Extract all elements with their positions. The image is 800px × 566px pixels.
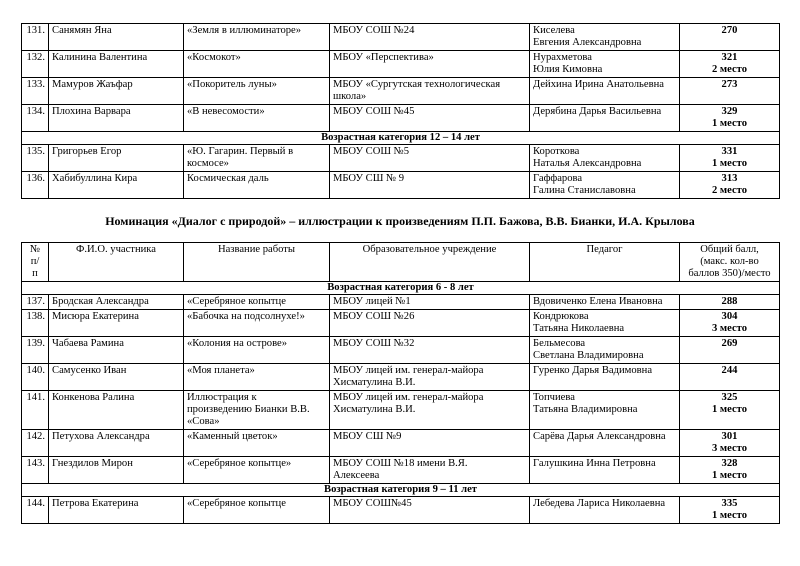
cell-line: 3 место bbox=[711, 323, 748, 334]
work-title bbox=[184, 497, 330, 524]
cell-line: Иллюстрация к bbox=[187, 392, 257, 403]
row-number: 137. bbox=[22, 295, 49, 310]
cell-line: 304 bbox=[721, 311, 738, 322]
cell-line: 1 место bbox=[711, 158, 748, 169]
score-place bbox=[680, 24, 780, 51]
cell-line: Лебедева Лариса Николаевна bbox=[533, 498, 666, 509]
table-row bbox=[22, 51, 780, 78]
work-title bbox=[184, 51, 330, 78]
cell-line: 270 bbox=[721, 25, 738, 36]
cell-line: Дерябина Дарья Васильевна bbox=[533, 106, 662, 117]
score-place bbox=[680, 105, 780, 132]
school-name bbox=[330, 105, 530, 132]
work-title bbox=[184, 295, 330, 310]
table-row bbox=[22, 391, 780, 430]
work-title bbox=[184, 457, 330, 484]
school-name bbox=[330, 337, 530, 364]
cell-line: Хисматулина В.И. bbox=[333, 404, 416, 415]
table-row bbox=[22, 172, 780, 199]
participant-name: Хабибуллина Кира bbox=[49, 172, 184, 199]
cell-line: Галина Станиславовна bbox=[533, 185, 636, 196]
score-place bbox=[680, 310, 780, 337]
cell-line: «Земля в иллюминаторе» bbox=[187, 25, 302, 36]
row-number: 136. bbox=[22, 172, 49, 199]
cell-line: Гуренко Дарья Вадимовна bbox=[533, 365, 653, 376]
cell-line: Хисматулина В.И. bbox=[333, 377, 416, 388]
school-name bbox=[330, 145, 530, 172]
cell-line: 325 bbox=[721, 392, 738, 403]
teacher-name bbox=[530, 78, 680, 105]
row-number: 142. bbox=[22, 430, 49, 457]
cell-line: МБОУ СОШ №45 bbox=[333, 106, 415, 117]
cell-line: Юлия Кимовна bbox=[533, 64, 603, 75]
cell-line: Гаффарова bbox=[533, 173, 583, 184]
cell-line: «Моя планета» bbox=[187, 365, 255, 376]
cell-line: 321 bbox=[721, 52, 738, 63]
cell-line: 328 bbox=[721, 458, 738, 469]
work-title bbox=[184, 337, 330, 364]
table1-rows-a bbox=[22, 24, 780, 132]
cell-line: Галушкина Инна Петровна bbox=[533, 458, 656, 469]
teacher-name bbox=[530, 337, 680, 364]
cell-line: п/ bbox=[30, 256, 40, 267]
header-teacher: Педагог bbox=[530, 243, 680, 282]
cell-line: «Ю. Гагарин. Первый в bbox=[187, 146, 294, 157]
teacher-name bbox=[530, 310, 680, 337]
cell-line: МБОУ СШ № 9 bbox=[333, 173, 405, 184]
school-name bbox=[330, 391, 530, 430]
cell-line: Вдовиченко Елена Ивановна bbox=[533, 296, 663, 307]
participant-name: Самусенко Иван bbox=[49, 364, 184, 391]
cell-line: «Бабочка на подсолнухе!» bbox=[187, 311, 305, 322]
results-table-continued bbox=[21, 23, 780, 199]
cell-line: МБОУ СОШ №24 bbox=[333, 25, 415, 36]
cell-line: 313 bbox=[721, 173, 738, 184]
results-table-nomination bbox=[21, 242, 780, 524]
cell-line: 331 bbox=[721, 146, 738, 157]
teacher-name bbox=[530, 24, 680, 51]
nomination-title: Номинация «Диалог с природой» – иллюстрации к произведениям П.П. Бажова, В.В. Бианки, И.А. Крылова bbox=[105, 214, 695, 228]
table-row bbox=[22, 337, 780, 364]
table-row bbox=[22, 145, 780, 172]
teacher-name bbox=[530, 145, 680, 172]
work-title bbox=[184, 78, 330, 105]
table-row bbox=[22, 105, 780, 132]
cell-line: «Серебряное копытце bbox=[187, 296, 286, 307]
score-place bbox=[680, 457, 780, 484]
table2-rows-b bbox=[22, 497, 780, 524]
header-num bbox=[22, 243, 49, 282]
header-work: Название работы bbox=[184, 243, 330, 282]
cell-line: 273 bbox=[721, 79, 738, 90]
work-title bbox=[184, 145, 330, 172]
teacher-name bbox=[530, 391, 680, 430]
cell-line: «В невесомости» bbox=[187, 106, 265, 117]
cell-line: Татьяна Владимировна bbox=[533, 404, 638, 415]
row-number: 143. bbox=[22, 457, 49, 484]
cell-line: МБОУ СШ №9 bbox=[333, 431, 402, 442]
category-row bbox=[22, 132, 780, 145]
school-name bbox=[330, 457, 530, 484]
cell-line: Татьяна Николаевна bbox=[533, 323, 625, 334]
cell-line: 288 bbox=[721, 296, 738, 307]
category-label-6-8: Возрастная категория 6 - 8 лет bbox=[22, 282, 780, 295]
cell-line: «Сова» bbox=[187, 416, 220, 427]
cell-line: 301 bbox=[721, 431, 738, 442]
row-number: 139. bbox=[22, 337, 49, 364]
teacher-name bbox=[530, 430, 680, 457]
table1-rows-b bbox=[22, 145, 780, 199]
score-place bbox=[680, 364, 780, 391]
cell-line: МБОУ «Перспектива» bbox=[333, 52, 434, 63]
cell-line: п bbox=[32, 268, 38, 279]
cell-line: Космическая даль bbox=[187, 173, 269, 184]
cell-line: школа» bbox=[333, 91, 367, 102]
work-title bbox=[184, 105, 330, 132]
cell-line: «Космокот» bbox=[187, 52, 241, 63]
cell-line: 2 место bbox=[711, 64, 748, 75]
score-place bbox=[680, 337, 780, 364]
score-place bbox=[680, 391, 780, 430]
school-name bbox=[330, 51, 530, 78]
cell-line: Топчиева bbox=[533, 392, 575, 403]
cell-line: Бельмесова bbox=[533, 338, 586, 349]
row-number: 134. bbox=[22, 105, 49, 132]
participant-name: Санямян Яна bbox=[49, 24, 184, 51]
cell-line: Общий балл, bbox=[700, 244, 759, 255]
cell-line: Алексеева bbox=[333, 470, 380, 481]
school-name bbox=[330, 172, 530, 199]
category-row bbox=[22, 484, 780, 497]
table-row bbox=[22, 457, 780, 484]
category-label-12-14: Возрастная категория 12 – 14 лет bbox=[22, 132, 780, 145]
document-page bbox=[21, 23, 779, 524]
work-title bbox=[184, 24, 330, 51]
teacher-name bbox=[530, 457, 680, 484]
cell-line: Короткова bbox=[533, 146, 580, 157]
row-number: 133. bbox=[22, 78, 49, 105]
school-name bbox=[330, 364, 530, 391]
row-number: 138. bbox=[22, 310, 49, 337]
cell-line: 1 место bbox=[711, 510, 748, 521]
cell-line: МБОУ СОШ№45 bbox=[333, 498, 412, 509]
cell-line: Киселева bbox=[533, 25, 575, 36]
school-name bbox=[330, 430, 530, 457]
table-row bbox=[22, 364, 780, 391]
school-name bbox=[330, 24, 530, 51]
cell-line: «Серебряное копытце bbox=[187, 498, 286, 509]
score-place bbox=[680, 78, 780, 105]
header-school: Образовательное учреждение bbox=[330, 243, 530, 282]
cell-line: произведению Бианки В.В. bbox=[187, 404, 310, 415]
cell-line: «Серебряное копытце» bbox=[187, 458, 292, 469]
cell-line: 335 bbox=[721, 498, 738, 509]
score-place bbox=[680, 145, 780, 172]
cell-line: Наталья Александровна bbox=[533, 158, 642, 169]
score-place bbox=[680, 172, 780, 199]
cell-line: 2 место bbox=[711, 185, 748, 196]
cell-line: Нурахметова bbox=[533, 52, 592, 63]
participant-name: Петухова Александра bbox=[49, 430, 184, 457]
participant-name: Калинина Валентина bbox=[49, 51, 184, 78]
row-number: 132. bbox=[22, 51, 49, 78]
category-row bbox=[22, 282, 780, 295]
table-header-row bbox=[22, 243, 780, 282]
school-name bbox=[330, 497, 530, 524]
teacher-name bbox=[530, 51, 680, 78]
participant-name: Петрова Екатерина bbox=[49, 497, 184, 524]
score-place bbox=[680, 497, 780, 524]
cell-line: баллов 350)/место bbox=[688, 268, 771, 279]
participant-name: Гнездилов Мирон bbox=[49, 457, 184, 484]
cell-line: 244 bbox=[721, 365, 738, 376]
cell-line: 3 место bbox=[711, 443, 748, 454]
cell-line: 269 bbox=[721, 338, 738, 349]
cell-line: Дейхина Ирина Анатольевна bbox=[533, 79, 664, 90]
cell-line: «Колония на острове» bbox=[187, 338, 288, 349]
cell-line: 1 место bbox=[711, 118, 748, 129]
header-score bbox=[680, 243, 780, 282]
table-row bbox=[22, 497, 780, 524]
cell-line: № bbox=[29, 244, 41, 255]
cell-line: МБОУ «Сургутская технологическая bbox=[333, 79, 501, 90]
cell-line: Светлана Владимировна bbox=[533, 350, 644, 361]
teacher-name bbox=[530, 497, 680, 524]
work-title bbox=[184, 391, 330, 430]
cell-line: МБОУ СОШ №5 bbox=[333, 146, 410, 157]
table2-rows-a bbox=[22, 295, 780, 484]
school-name bbox=[330, 310, 530, 337]
work-title bbox=[184, 310, 330, 337]
cell-line: Евгения Александровна bbox=[533, 37, 642, 48]
participant-name: Мамуров Жаъфар bbox=[49, 78, 184, 105]
teacher-name bbox=[530, 364, 680, 391]
work-title bbox=[184, 172, 330, 199]
cell-line: МБОУ лицей им. генерал-майора bbox=[333, 392, 484, 403]
row-number: 141. bbox=[22, 391, 49, 430]
cell-line: МБОУ СОШ №32 bbox=[333, 338, 415, 349]
work-title bbox=[184, 364, 330, 391]
score-place bbox=[680, 51, 780, 78]
cell-line: МБОУ лицей им. генерал-майора bbox=[333, 365, 484, 376]
participant-name: Бродская Александра bbox=[49, 295, 184, 310]
table-row bbox=[22, 430, 780, 457]
cell-line: «Каменный цветок» bbox=[187, 431, 278, 442]
cell-line: МБОУ СОШ №18 имени В.Я. bbox=[333, 458, 468, 469]
participant-name: Плохина Варвара bbox=[49, 105, 184, 132]
score-place bbox=[680, 430, 780, 457]
participant-name: Чабаева Рамина bbox=[49, 337, 184, 364]
cell-line: «Покоритель луны» bbox=[187, 79, 277, 90]
row-number: 140. bbox=[22, 364, 49, 391]
header-name: Ф.И.О. участника bbox=[49, 243, 184, 282]
table-row bbox=[22, 295, 780, 310]
cell-line: (макс. кол-во bbox=[700, 256, 759, 267]
participant-name: Григорьев Егор bbox=[49, 145, 184, 172]
score-place bbox=[680, 295, 780, 310]
school-name bbox=[330, 78, 530, 105]
table-row bbox=[22, 310, 780, 337]
participant-name: Мисюра Екатерина bbox=[49, 310, 184, 337]
teacher-name bbox=[530, 105, 680, 132]
row-number: 135. bbox=[22, 145, 49, 172]
category-label-9-11: Возрастная категория 9 – 11 лет bbox=[22, 484, 780, 497]
cell-line: Кондрюкова bbox=[533, 311, 589, 322]
table-row bbox=[22, 78, 780, 105]
table-row bbox=[22, 24, 780, 51]
row-number: 131. bbox=[22, 24, 49, 51]
teacher-name bbox=[530, 172, 680, 199]
school-name bbox=[330, 295, 530, 310]
cell-line: 1 место bbox=[711, 404, 748, 415]
cell-line: МБОУ СОШ №26 bbox=[333, 311, 415, 322]
cell-line: Сарёва Дарья Александровна bbox=[533, 431, 666, 442]
cell-line: 329 bbox=[721, 106, 738, 117]
participant-name: Конкенова Ралина bbox=[49, 391, 184, 430]
cell-line: 1 место bbox=[711, 470, 748, 481]
work-title bbox=[184, 430, 330, 457]
row-number: 144. bbox=[22, 497, 49, 524]
cell-line: МБОУ лицей №1 bbox=[333, 296, 411, 307]
teacher-name bbox=[530, 295, 680, 310]
cell-line: космосе» bbox=[187, 158, 229, 169]
